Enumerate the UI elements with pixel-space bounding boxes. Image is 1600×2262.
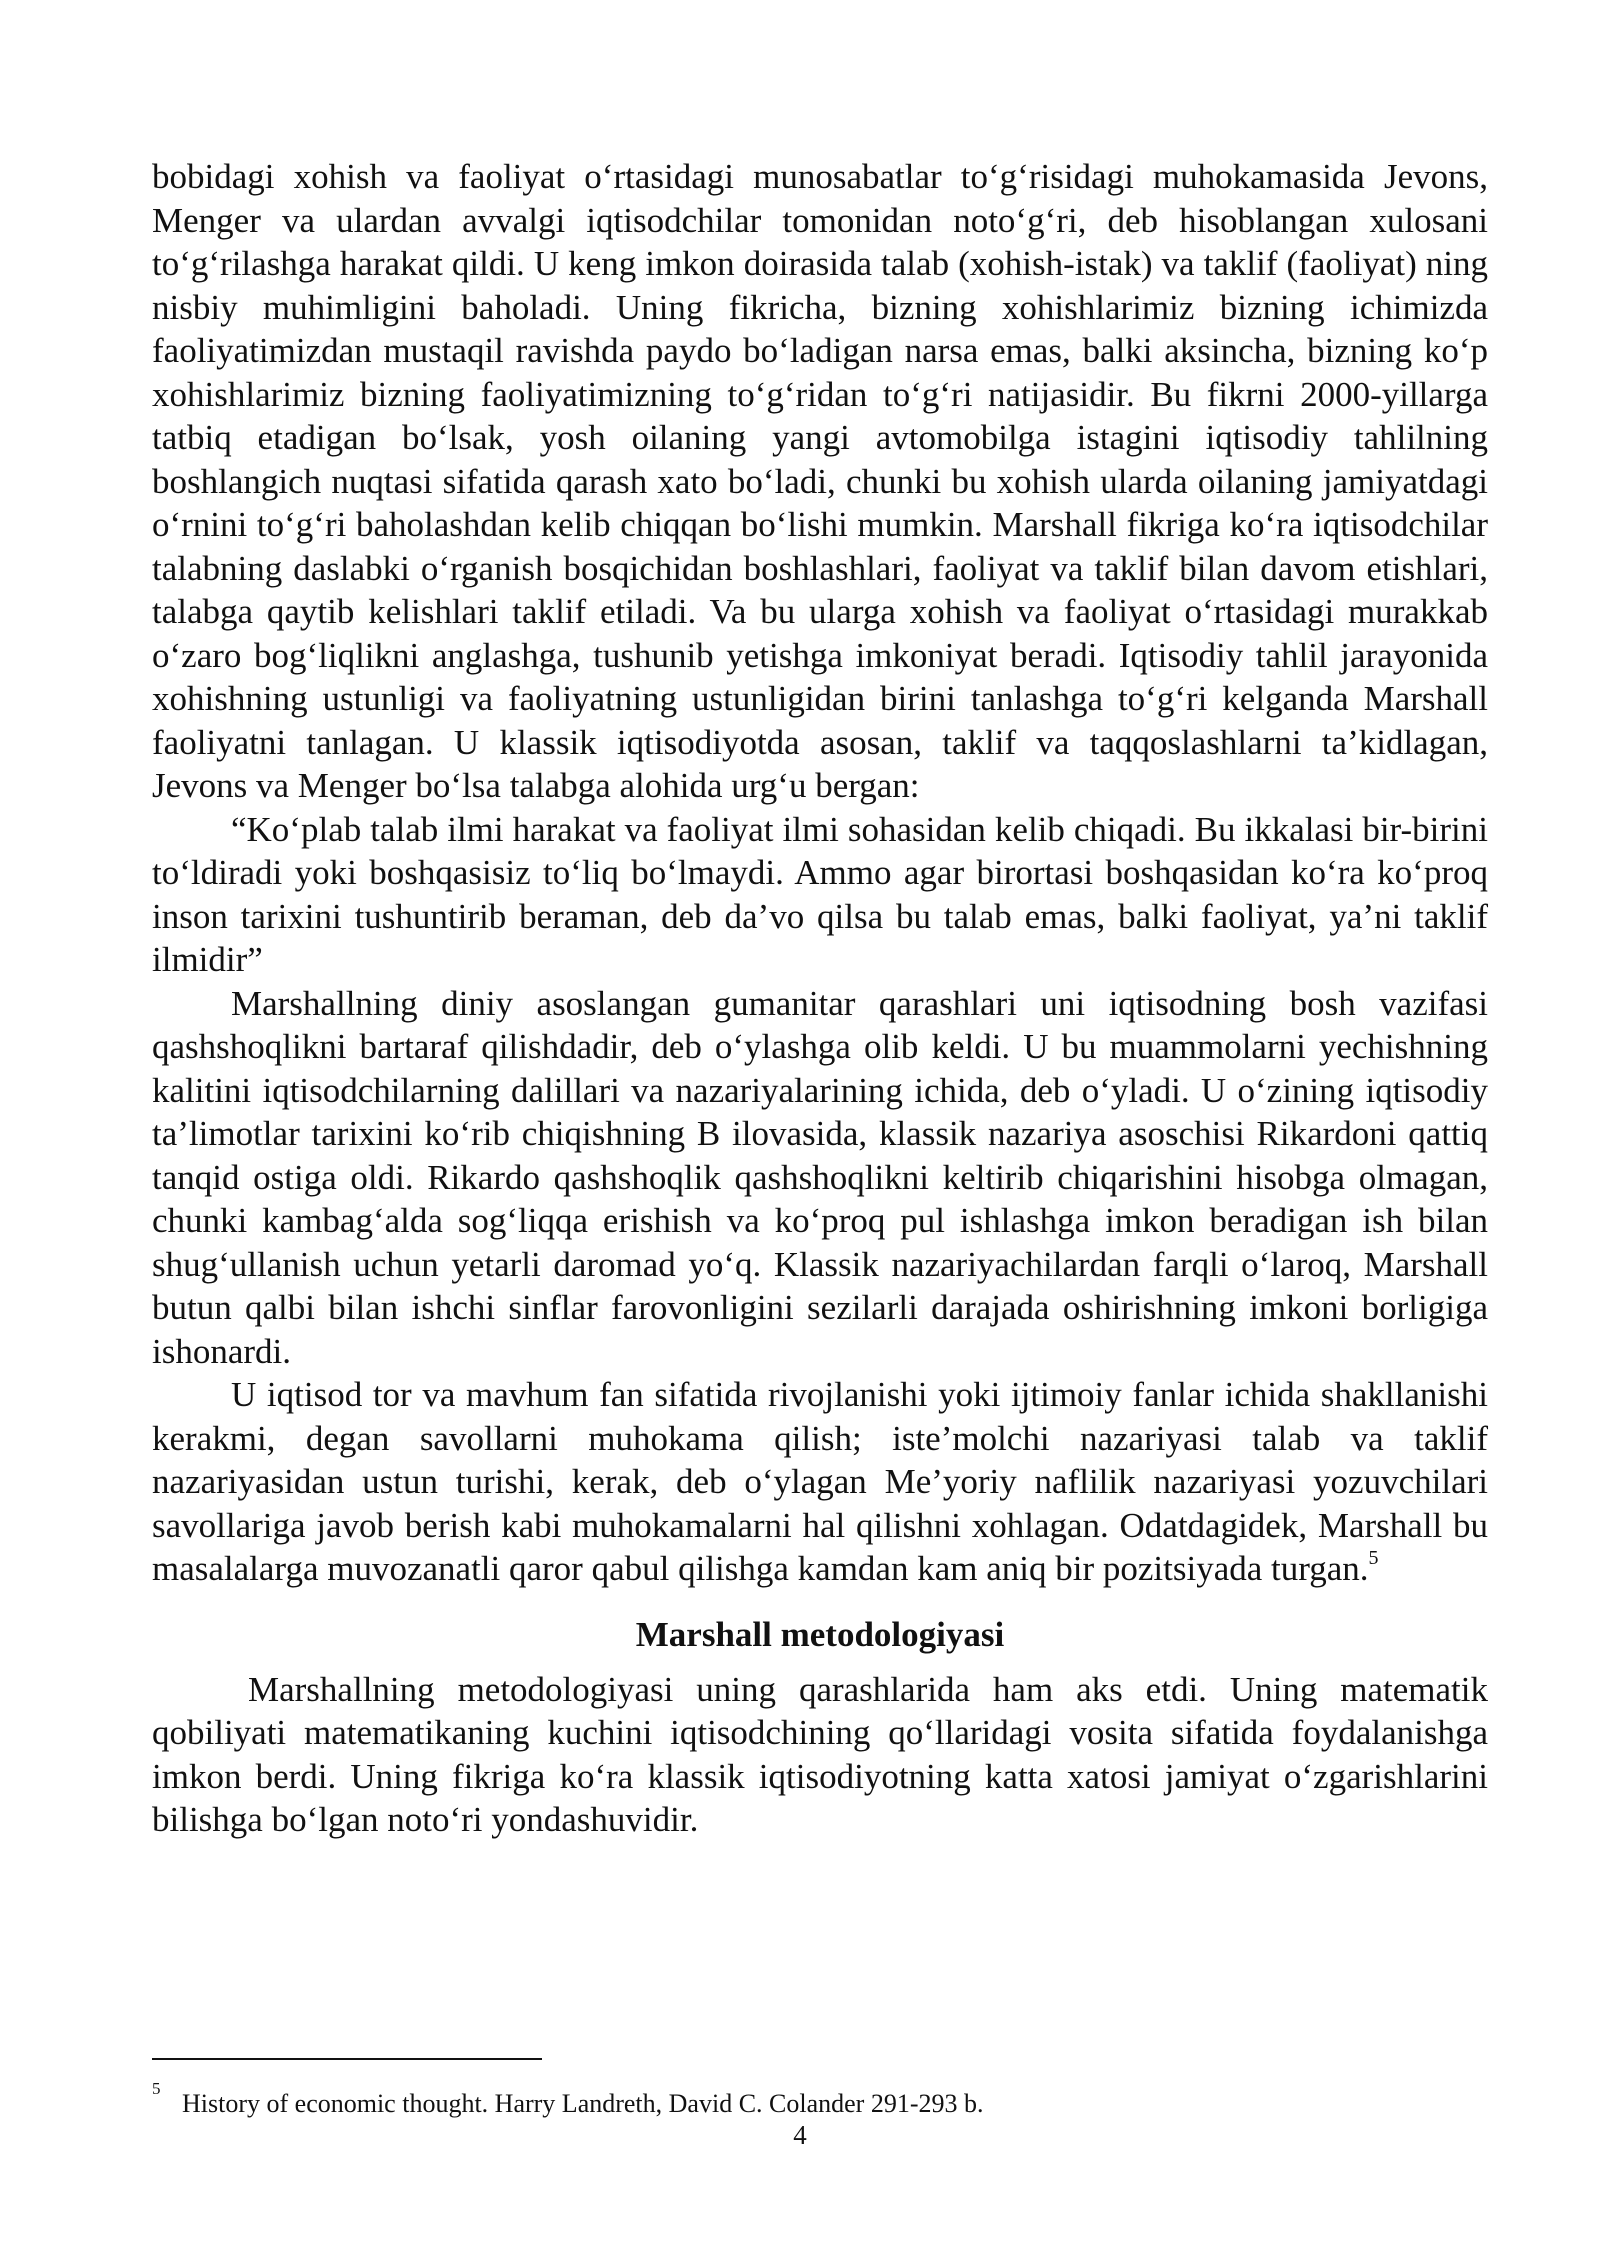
footnote-text: History of economic thought. Harry Landreth, David C. Colander 291-293 b.: [182, 2089, 984, 2118]
paragraph-intro: bobidagi xohish va faoliyat o‘rtasidagi munosabatlar to‘g‘risidagi muhokamasida Jevons, Menger va ulardan avvalgi iqtisodchilar tomonidan noto‘g‘ri, deb hisoblangan xulosani to‘g‘rilashga harakat qildi. U keng imkon doirasida talab (xohish-istak) va taklif (faoliyat) ning nisbiy muhimligini baholadi. Uning fikricha, bizning xohishlarimiz bizning ichimizda faoliyatimizdan mustaqil ravishda paydo bo‘ladigan narsa emas, balki aksincha, bizning ko‘p xohishlarimiz bizning faoliyatimizning to‘g‘ridan to‘g‘ri natijasidir. Bu fikrni 2000-yillarga tatbiq etadigan bo‘lsak, yosh oilaning yangi avtomobilga istagini iqtisodiy tahlilning boshlangich nuqtasi sifatida qarash xato bo‘ladi, chunki bu xohish ularda oilaning jamiyatdagi o‘rnini to‘g‘ri baholashdan kelib chiqqan bo‘lishi mumkin. Marshall fikriga ko‘ra iqtisodchilar talabning daslabki o‘rganish bosqichidan boshlashlari, faoliyat va taklif bilan davom etishlari, talabga qaytib kelishlari taklif etiladi. Va bu ularga xohish va faoliyat o‘rtasidagi murakkab o‘zaro bog‘liqlikni anglashga, tushunib yetishga imkoniyat beradi. Iqtisodiy tahlil jarayonida xohishning ustunligi va faoliyatning ustunligidan birini tanlashga to‘g‘ri kelganda Marshall faoliyatni tanlagan. U klassik iqtisodiyotda asosan, taklif va taqqoslashlarni ta’kidlagan, Jevons va Menger bo‘lsa talabga alohida urg‘u bergan:: [152, 157, 1488, 805]
footnote-number: 5: [152, 2079, 161, 2098]
section-heading: Marshall metodologiyasi: [635, 1614, 1005, 1654]
paragraph-quote: “Ko‘plab talab ilmi harakat va faoliyat ilmi sohasidan kelib chiqadi. Bu ikkalasi bir-birini to‘ldiradi yoki boshqasisiz to‘liq bo‘lmaydi. Ammo agar birortasi boshqasidan ko‘ra ko‘proq inson tarixini tushuntirib beraman, deb da’vo qilsa bu talab emas, balki faoliyat, ya’ni taklif ilmidir”: [152, 809, 1488, 979]
footnote-divider: [152, 2058, 542, 2060]
footnote-reference: 5: [1368, 1547, 1379, 1569]
paragraph-economics-debate-text: U iqtisod tor va mavhum fan sifatida rivojlanishi yoki ijtimoiy fanlar ichida shakllanishi kerakmi, degan savollarni muhokama qilish; iste’molchi nazariyasi talab va taklif nazariyasidan ustun turishi, kerak, deb o‘ylagan Me’yoriy naflilik nazariyasi yozuvchilari savollariga javob berish kabi muhokamalarni hal qilishni xohlagan. Odatdagidek, Marshall bu masalalarga muvozanatli qaror qabul qilishga kamdan kam aniq bir pozitsiyada turgan.: [152, 1375, 1488, 1588]
document-body: [152, 155, 1488, 1842]
paragraph-methodology: Marshallning metodologiyasi uning qarashlarida ham aks etdi. Uning matematik qobiliyati matematikaning kuchini iqtisodchining qo‘llaridagi vosita sifatida foydalanishga imkon berdi. Uning fikriga ko‘ra klassik iqtisodiyotning katta xatosi jamiyat o‘zgarishlarini bilishga bo‘lgan noto‘ri yondashuvidir.: [152, 1669, 1488, 1839]
paragraph-economics-debate: [152, 1373, 1488, 1591]
paragraph-humanitarian-views: Marshallning diniy asoslangan gumanitar qarashlari uni iqtisodning bosh vazifasi qashshoqlikni bartaraf qilishdadir, deb o‘ylashga olib keldi. U bu muammolarni yechishning kalitini iqtisodchilarning dalillari va nazariyalarining ichida, deb o‘yladi. U o‘zining iqtisodiy ta’limotlar tarixini ko‘rib chiqishning B ilovasida, klassik nazariya asoschisi Rikardoni qattiq tanqid ostiga oldi. Rikardo qashshoqlik qashshoqlikni keltirib chiqarishini hisobga olmagan, chunki kambag‘alda sog‘liqqa erishish va ko‘proq pul ishlashga imkon beradigan ish bilan shug‘ullanish uchun yetarli daromad yo‘q. Klassik nazariyachilardan farqli o‘laroq, Marshall butun qalbi bilan ishchi sinflar farovonligini sezilarli darajada oshirishning imkoni borligiga ishonardi.: [152, 983, 1488, 1371]
page-number: 4: [793, 2120, 807, 2150]
